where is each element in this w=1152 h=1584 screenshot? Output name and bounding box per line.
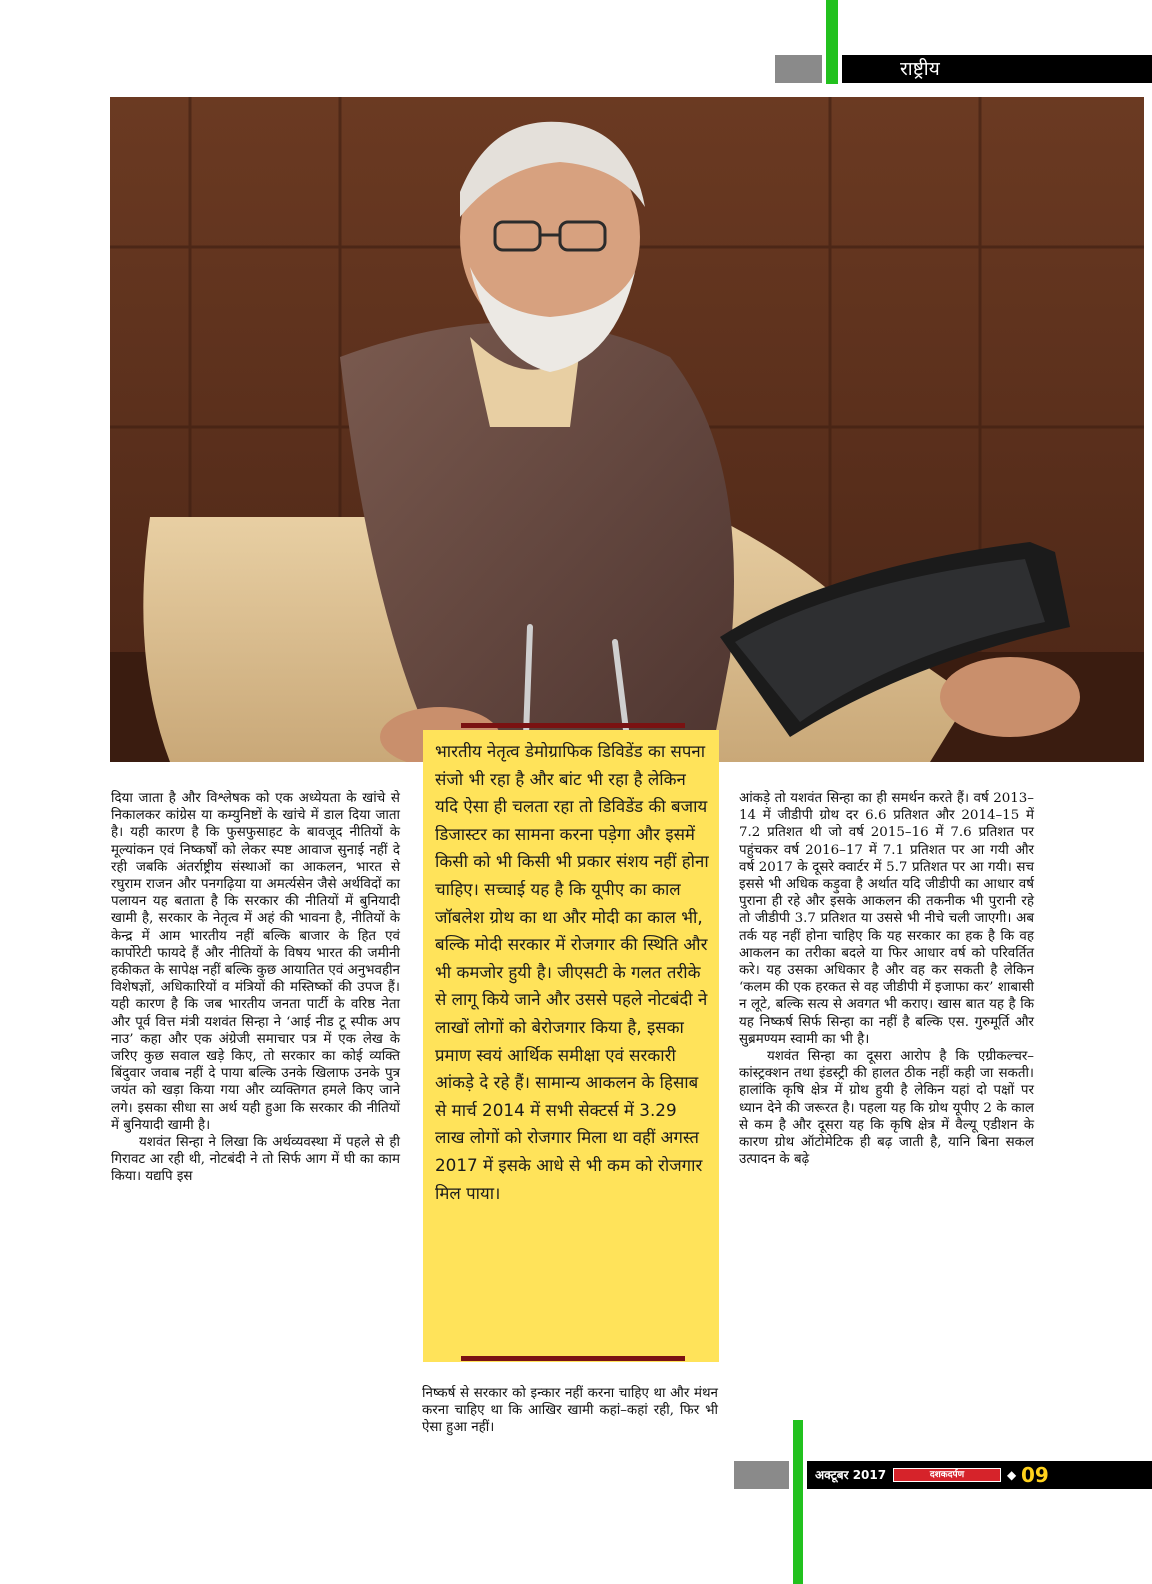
issue-date: अक्टूबर 2017 (815, 1468, 887, 1482)
callout-bottom-rule (461, 1356, 685, 1361)
paragraph: आंकड़े तो यशवंत सिन्हा का ही समर्थन करते हैं। वर्ष 2013–14 में जीडीपी ग्रोथ दर 6.6 प्रतिशत और 2014–15 में 7.2 प्रतिशत थी जो वर्ष 2015–16 में 7.6 प्रतिशत पर पहुंचकर वर्ष 2016–17 में 7.1 प्रतिशत पर आ गयी और वर्ष 2017 के दूसरे क्वार्टर में 5.7 प्रतिशत पर आ गयी। सच इससे भी अधिक कड़ुवा है अर्थात यदि जीडीपी का आधार वर्ष पुराना ही रहे और इसके आकलन की तकनीक भी पुरानी रहे तो जीडीपी 3.7 प्रतिशत या उससे भी नीचे चली जाएगी। अब तर्क यह नहीं होना चाहिए कि यह सरकार का हक है कि वह आकलन का तरीका बदले या फिर आधार वर्ष को परिवर्तित करे। यह उसका अधिकार है और वह कर सकती है लेकिन ‘कलम की एक हरकत से वह जीडीपी में इजाफा कर’ शाबासी न लूटे, बल्कि सत्य से अवगत भी कराए। खास बात यह है कि यह निष्कर्ष सिर्फ सिन्हा का नहीं है बल्कि एस. गुरुमूर्ति और सुब्रमण्यम स्वामी का भी है। (739, 791, 1034, 1047)
paragraph: यशवंत सिन्हा ने लिखा कि अर्थव्यवस्था में पहले से ही गिरावट आ रही थी, नोटबंदी ने तो सिर्फ आग में घी का काम किया। यद्यपि इस (111, 1135, 400, 1185)
paragraph: यशवंत सिन्हा का दूसरा आरोप है कि एग्रीकल्चर–कांस्ट्रक्शन तथा इंडस्ट्री की हालत ठीक नहीं कही जा सकती। हालांकि कृषि क्षेत्र में ग्रोथ हुयी है लेकिन यहां दो पक्षों पर ध्यान देने की जरूरत है। पहला यह कि ग्रोथ यूपीए 2 के काल से कम है और दूसरा यह कि कृषि क्षेत्र में वैल्यू एडीशन के कारण ग्रोथ ऑटोमेटिक ही बढ़ जाती है, यानि बिना सकल उत्पादन के बढ़े (739, 1049, 1034, 1168)
article-photo (110, 97, 1144, 762)
separator-icon: ◆ (1007, 1468, 1017, 1482)
header-green-rule (826, 0, 838, 84)
pull-quote-text: भारतीय नेतृत्व डेमोग्राफिक डिविडेंड का सपना संजो भी रहा है और बांट भी रहा है लेकिन यदि ऐसा ही चलता रहा तो डिविडेंड की बजाय डिजास्टर का सामना करना पड़ेगा और इसमें किसी को भी किसी भी प्रकार संशय नहीं होना चाहिए। सच्चाई यह है कि यूपीए का काल जॉबलेश ग्रोथ का था और मोदी का काल भी, बल्कि मोदी सरकार में रोजगार की स्थिति और भी कमजोर हुयी है। जीएसटी के गलत तरीके से लागू किये जाने और उससे पहले नोटबंदी ने लाखों लोगों को बेरोजगार किया है, इसका प्रमाण स्वयं आर्थिक समीक्षा एवं सरकारी आंकड़े दे रहे हैं। सामान्य आकलन के हिसाब से मार्च 2014 में सभी सेक्टर्स में 3.29 लाख लोगों को रोजगार मिला था वहीं अगस्त 2017 में इसके आधे से भी कम को रोजगार मिल पाया। (435, 741, 709, 1203)
left-column (111, 790, 400, 1186)
section-header (842, 55, 1152, 83)
magazine-logo: दशकदर्पण (893, 1468, 1001, 1482)
header-gray-block (775, 55, 822, 83)
page-number: 09 (1021, 1463, 1049, 1487)
footer-green-rule (793, 1420, 803, 1584)
middle-column (422, 1385, 718, 1437)
pull-quote (423, 730, 719, 1362)
section-title: राष्ट्रीय (900, 58, 940, 80)
photo-illustration (110, 97, 1144, 762)
right-column (739, 790, 1034, 1168)
footer-gray-block (734, 1461, 789, 1489)
callout-top-rule (461, 723, 685, 728)
paragraph: निष्कर्ष से सरकार को इन्कार नहीं करना चाहिए था और मंथन करना चाहिए था कि आखिर खामी कहां–कहां रही, फिर भी ऐसा हुआ नहीं। (422, 1386, 718, 1436)
page-footer (807, 1461, 1152, 1489)
paragraph: दिया जाता है और विश्लेषक को एक अध्येयता के खांचे से निकालकर कांग्रेस या कम्युनिष्टों के खांचे में डाल दिया जाता है। यही कारण है कि फुसफुसाहट के बावजूद नीतियों के मूल्यांकन एवं निष्कर्षों को लेकर स्पष्ट आवाज सुनाई नहीं दे रही जबकि अंतर्राष्ट्रीय संस्थाओं का आकलन, भारत से रघुराम राजन और पनगढ़िया या अमर्त्यसेन जैसे अर्थविदों का पलायन यह बताता है कि सरकार की नीतियों में बुनियादी खामी है, सरकार के नेतृत्व में अहं की भावना है, नीतियों के केन्द्र में आम भारतीय नहीं बल्कि बाजार के हित एवं कार्पोरेटी फायदे हैं और नीतियों के विषय भारत की जमीनी हकीकत के सापेक्ष नहीं बल्कि कुछ आयातित एवं अनुभवहीन विशेषज्ञों, अधिकारियों व मंत्रियों की मस्तिष्कों की उपज हैं। यही कारण है कि जब भारतीय जनता पार्टी के वरिष्ठ नेता और पूर्व वित्त मंत्री यशवंत सिन्हा ने ‘आई नीड टू स्पीक अप नाउ’ कहा और एक अंग्रेजी समाचार पत्र में एक लेख के जरिए कुछ सवाल खड़े किए, तो सरकार का कोई व्यक्ति बिंदुवार जवाब नहीं दे पाया बल्कि उनके खिलाफ उनके पुत्र जयंत को खड़ा किया गया और व्यक्तिगत हमले किए जाने लगे। इसका सीधा सा अर्थ यही हुआ कि सरकार की नीतियों में बुनियादी खामी है। (111, 791, 400, 1133)
